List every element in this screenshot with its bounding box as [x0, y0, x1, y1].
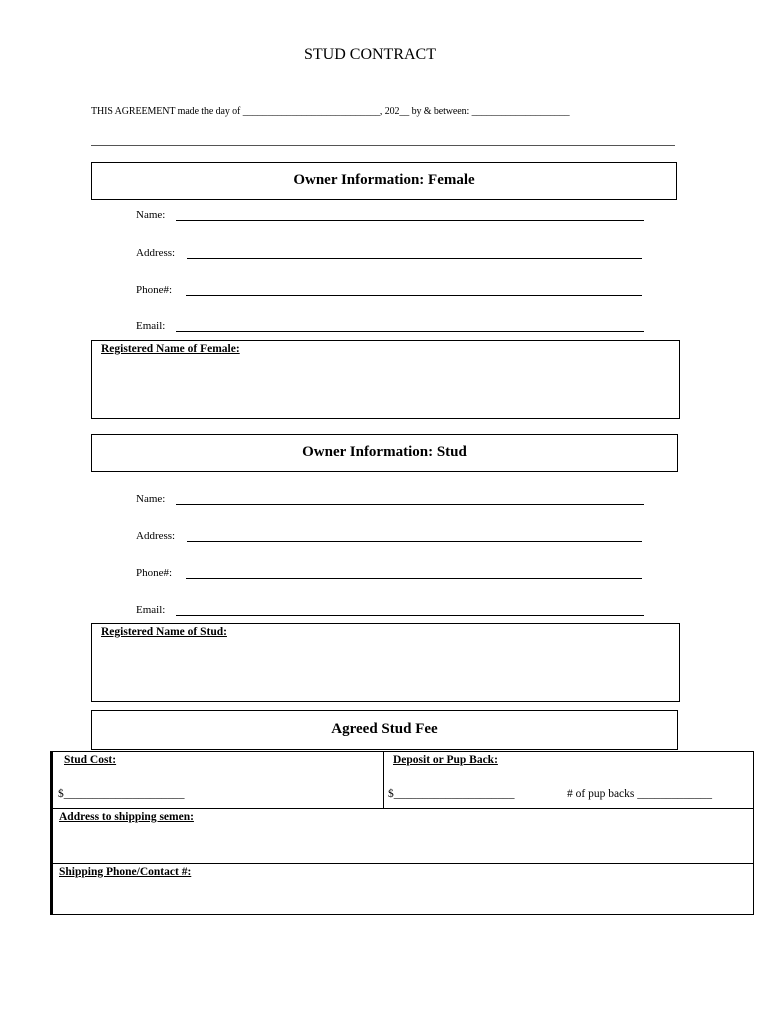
shipping-phone-field[interactable]	[53, 882, 753, 912]
deposit-field[interactable]: $_____________________	[388, 788, 515, 800]
female-registered-name-box[interactable]	[91, 340, 680, 419]
female-phone-label: Phone#:	[136, 284, 173, 296]
female-name-label: Name:	[136, 209, 166, 221]
stud-name-field[interactable]	[176, 504, 644, 505]
female-phone-field[interactable]	[186, 295, 642, 296]
stud-cost-label: Stud Cost:	[64, 754, 117, 766]
stud-cost-field[interactable]: $_____________________	[58, 788, 185, 800]
deposit-label: Deposit or Pup Back:	[393, 754, 498, 766]
agreement-blank-line[interactable]	[91, 145, 675, 146]
shipping-address-field[interactable]	[53, 827, 753, 862]
female-email-field[interactable]	[176, 331, 644, 332]
page-title: STUD CONTRACT	[303, 46, 436, 63]
stud-email-label: Email:	[136, 604, 166, 616]
pup-backs-field[interactable]: # of pup backs _____________	[567, 788, 713, 800]
stud-phone-label: Phone#:	[136, 567, 173, 579]
fee-row-divider-1	[53, 808, 753, 809]
stud-email-field[interactable]	[176, 615, 644, 616]
agreement-line: THIS AGREEMENT made the day of ____________________________, 202__ by & between: ____________________	[91, 106, 570, 117]
shipping-phone-label: Shipping Phone/Contact #:	[59, 866, 192, 878]
fee-row-divider-2	[53, 863, 753, 864]
stud-registered-name-box[interactable]	[91, 623, 680, 702]
female-owner-heading: Owner Information: Female	[91, 162, 677, 200]
stud-phone-field[interactable]	[186, 578, 642, 579]
stud-fee-table	[50, 751, 754, 915]
female-email-label: Email:	[136, 320, 166, 332]
agreed-stud-fee-heading: Agreed Stud Fee	[91, 710, 678, 750]
stud-owner-heading: Owner Information: Stud	[91, 434, 678, 472]
shipping-address-label: Address to shipping semen:	[59, 811, 194, 823]
stud-address-field[interactable]	[187, 541, 642, 542]
female-registered-name-label: Registered Name of Female:	[101, 343, 240, 355]
stud-name-label: Name:	[136, 493, 166, 505]
fee-column-divider	[383, 752, 384, 808]
female-address-field[interactable]	[187, 258, 642, 259]
female-name-field[interactable]	[176, 220, 644, 221]
stud-address-label: Address:	[136, 530, 176, 542]
stud-registered-name-label: Registered Name of Stud:	[101, 626, 227, 638]
female-address-label: Address:	[136, 247, 176, 259]
